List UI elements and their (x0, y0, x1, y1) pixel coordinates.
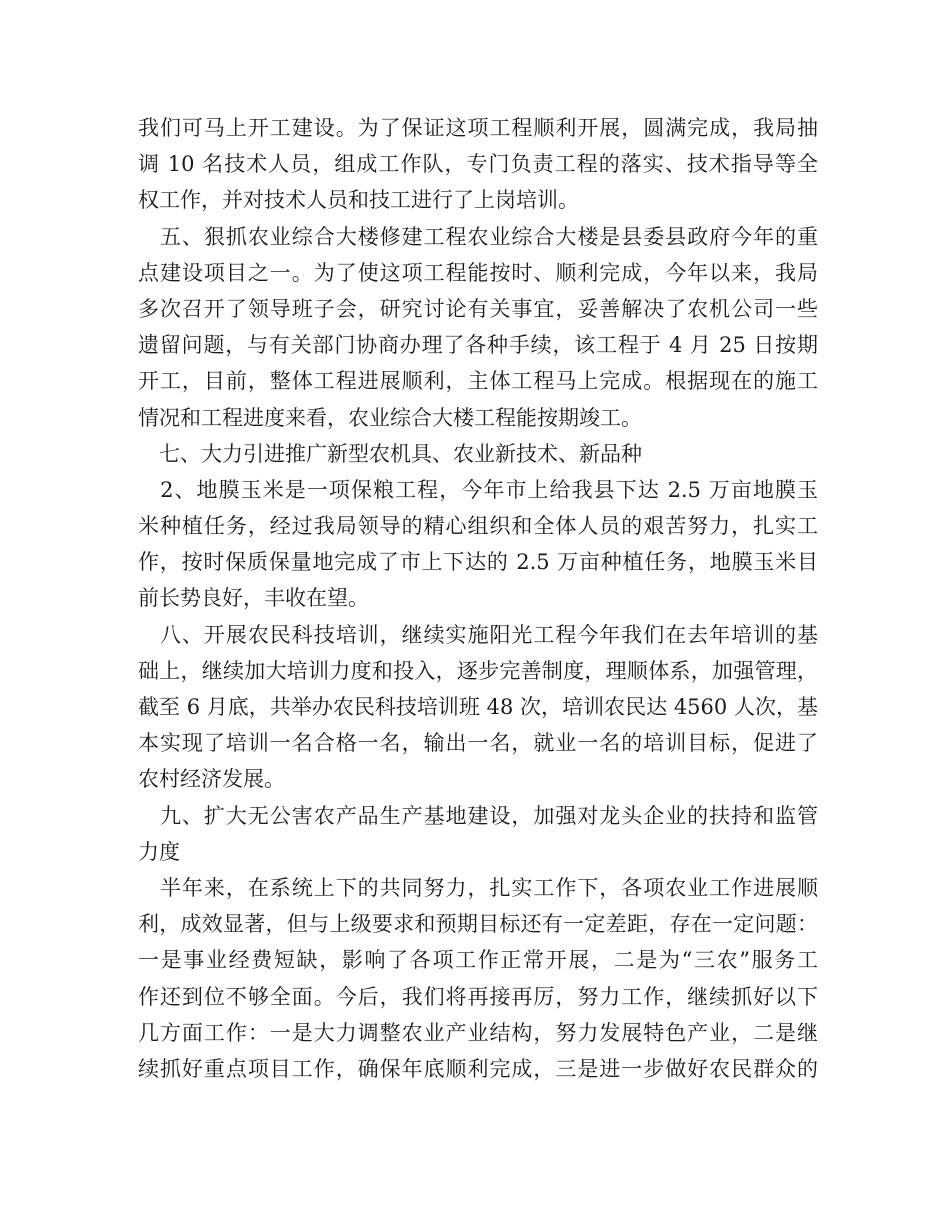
text-line: 情况和工程进度来看，农业综合大楼工程能按期竣工。 (138, 405, 642, 430)
text-line: 本实现了培训一名合格一名，输出一名，就业一名的培训目标，促进了 (138, 731, 818, 756)
text-line: 续抓好重点项目工作，确保年底顺利完成，三是进一步做好农民群众的 (138, 1056, 818, 1081)
text-line: 七、大力引进推广新型农机具、农业新技术、新品种 (138, 441, 642, 466)
text-line: 多次召开了领导班子会，研究讨论有关事宜，妥善解决了农机公司一些 (138, 296, 818, 321)
text-line: 八、开展农民科技培训，继续实施阳光工程今年我们在去年培训的基 (138, 622, 818, 647)
text-line: 点建设项目之一。为了使这项工程能按时、顺利完成，今年以来，我局 (138, 260, 818, 285)
text-line: 调 10 名技术人员，组成工作队，专门负责工程的落实、技术指导等全 (138, 152, 818, 177)
text-line: 农村经济发展。 (138, 767, 285, 792)
text-line: 遗留问题，与有关部门协商办理了各种手续，该工程于 4 月 25 日按期 (138, 333, 818, 358)
text-line: 开工，目前，整体工程进展顺利，主体工程马上完成。根据现在的施工 (138, 369, 818, 394)
text-line: 截至 6 月底，共举办农民科技培训班 48 次，培训农民达 4560 人次，基 (138, 695, 818, 719)
text-line: 作，按时保质保量地完成了市上下达的 2.5 万亩种植任务，地膜玉米目 (138, 550, 818, 575)
text-line: 作还到位不够全面。今后，我们将再接再厉，努力工作，继续抓好以下 (138, 984, 818, 1009)
text-line: 力度 (138, 839, 180, 864)
text-line: 前长势良好，丰收在望。 (138, 586, 369, 611)
text-line: 础上，继续加大培训力度和投入，逐步完善制度，理顺体系，加强管理， (138, 658, 818, 683)
text-line: 我们可马上开工建设。为了保证这项工程顺利开展，圆满完成，我局抽 (138, 116, 818, 140)
text-line: 一是事业经费短缺，影响了各项工作正常开展，二是为“三农”服务工 (138, 948, 818, 973)
text-line: 米种植任务，经过我局领导的精心组织和全体人员的艰苦努力，扎实工 (138, 514, 818, 539)
text-line: 利，成效显著，但与上级要求和预期目标还有一定差距，存在一定问题： (138, 912, 818, 937)
document-page (138, 110, 818, 1087)
text-line: 半年来，在系统上下的共同努力，扎实工作下，各项农业工作进展顺 (138, 875, 818, 900)
text-line: 五、狠抓农业综合大楼修建工程农业综合大楼是县委县政府今年的重 (138, 224, 818, 249)
text-line: 权工作，并对技术人员和技工进行了上岗培训。 (138, 188, 579, 213)
text-line: 2、地膜玉米是一项保粮工程，今年市上给我县下达 2.5 万亩地膜玉 (138, 477, 818, 502)
text-line: 九、扩大无公害农产品生产基地建设，加强对龙头企业的扶持和监管 (138, 803, 818, 828)
text-line: 几方面工作：一是大力调整农业产业结构，努力发展特色产业，二是继 (138, 1020, 818, 1045)
